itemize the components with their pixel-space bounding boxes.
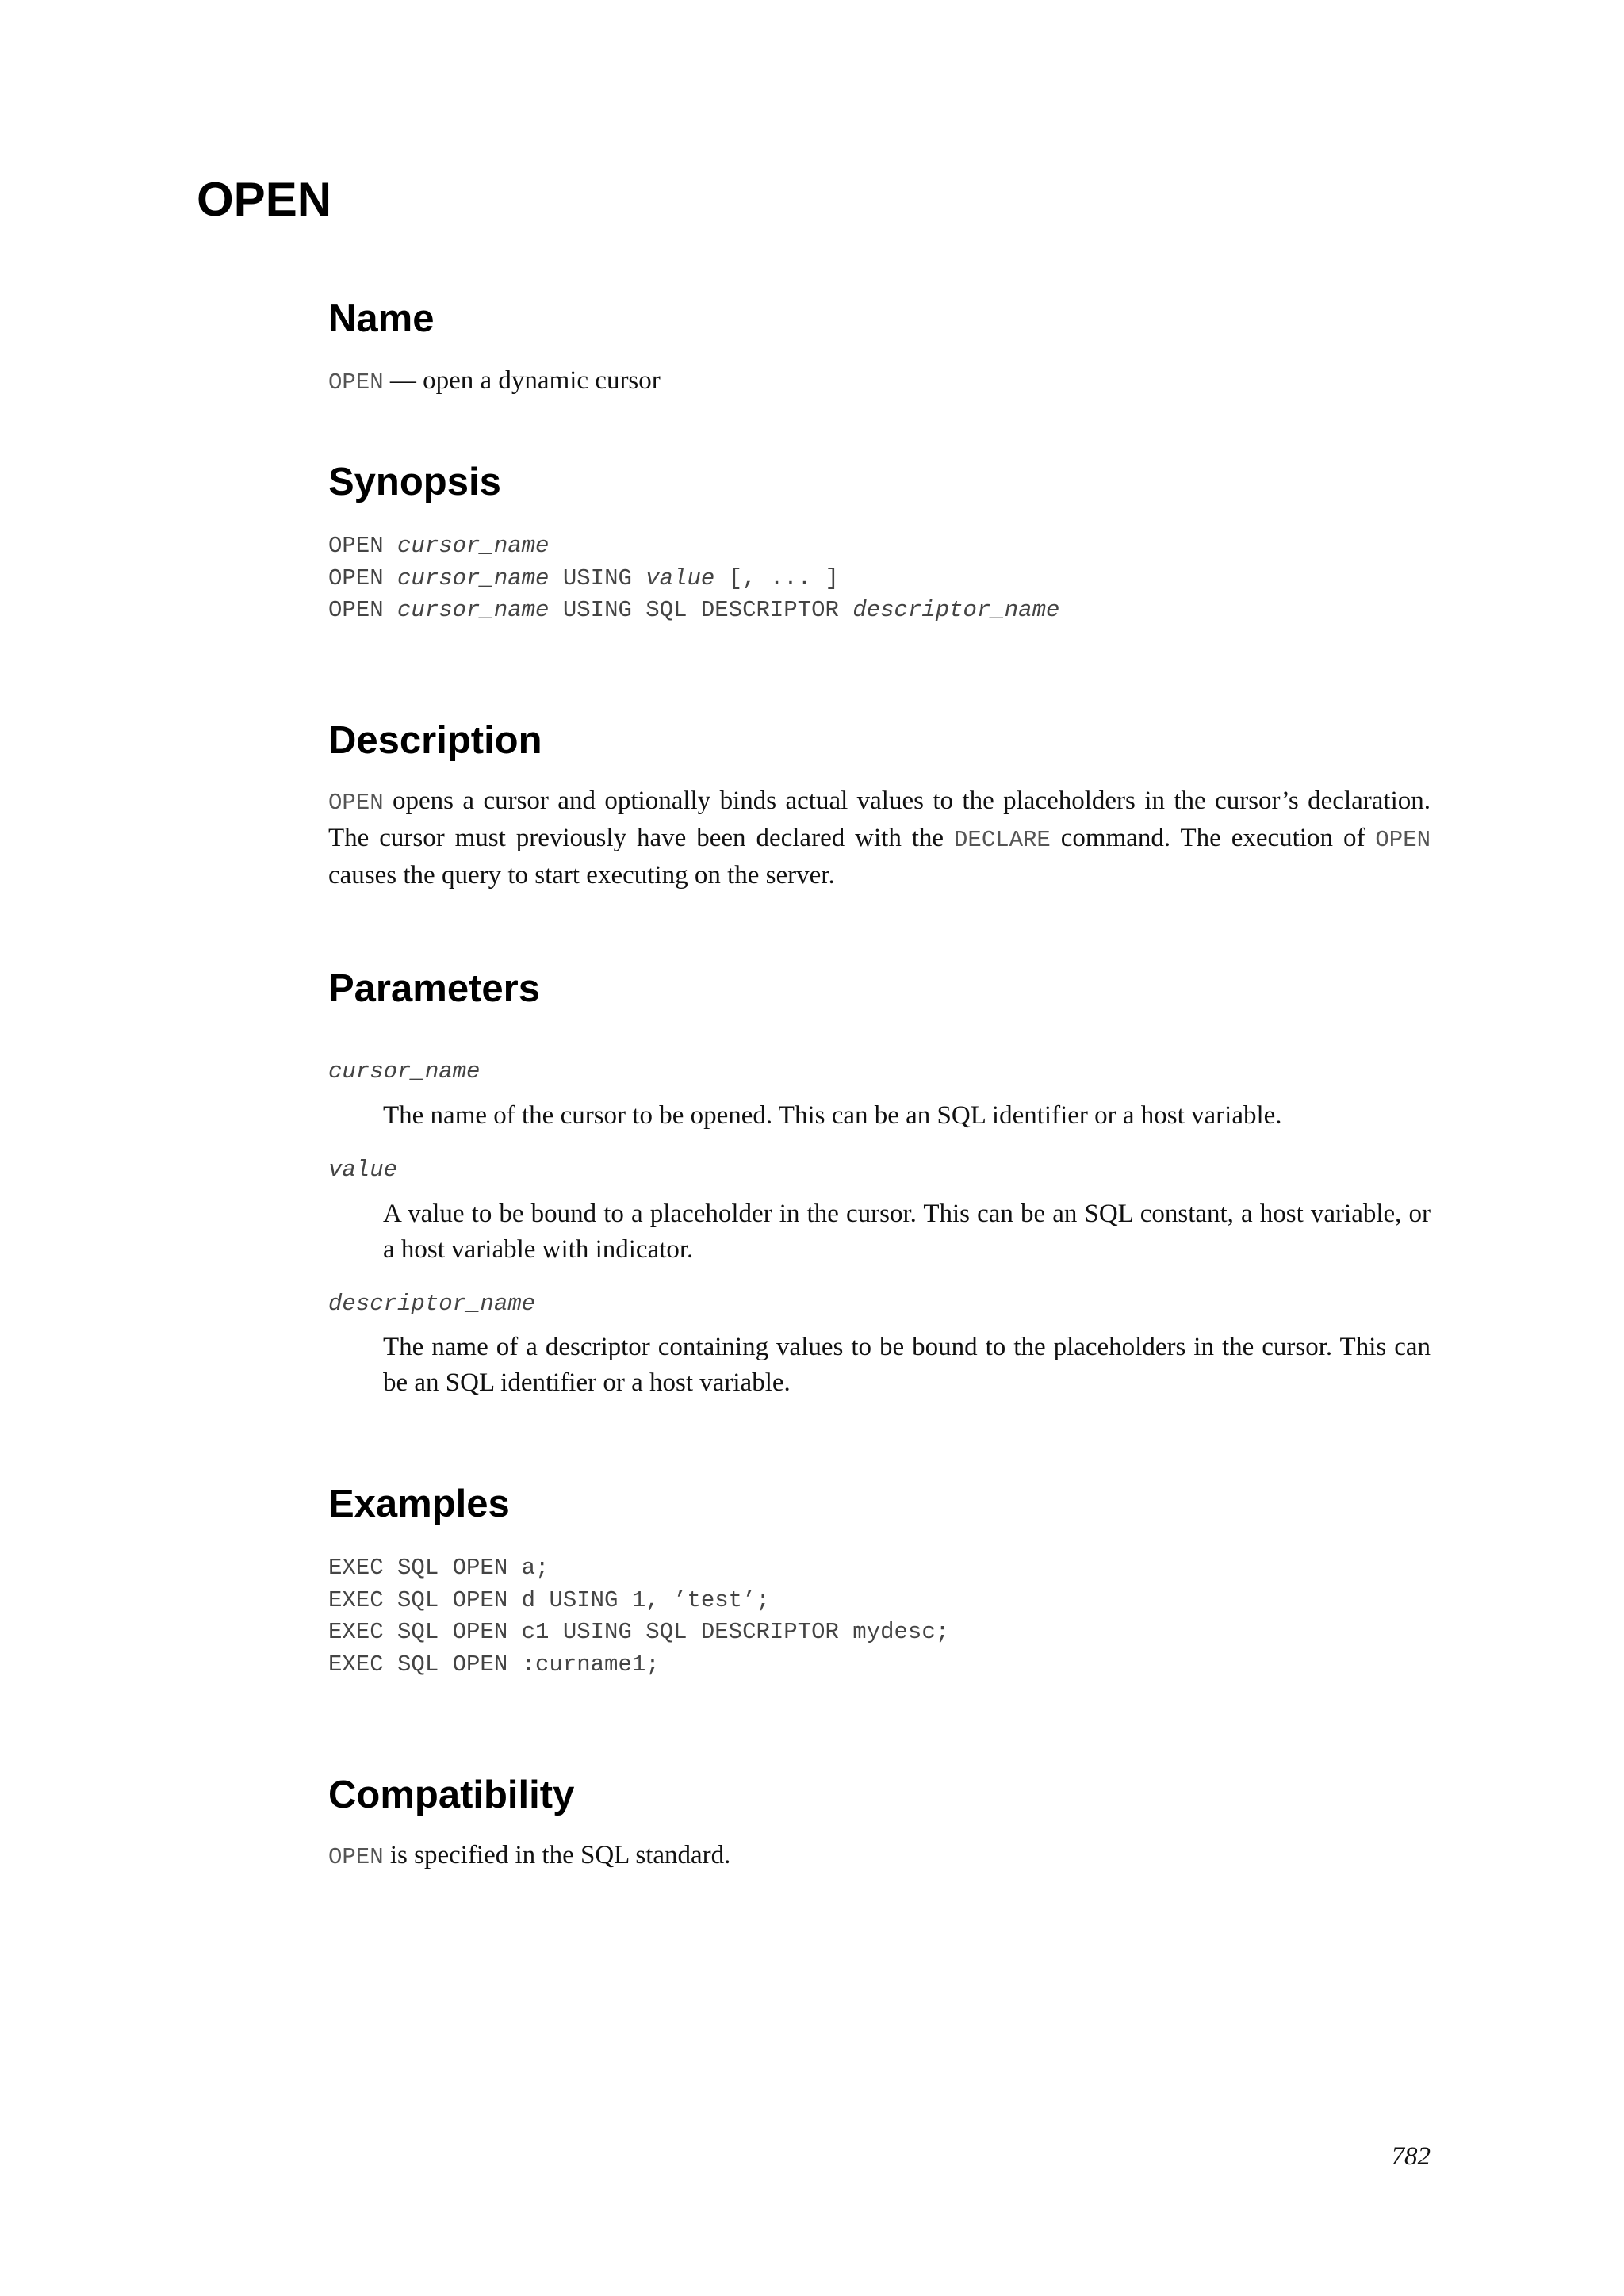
section-heading-compatibility: Compatibility — [328, 1774, 575, 1816]
section-heading-description: Description — [328, 719, 542, 762]
description-paragraph: OPEN opens a cursor and optionally binds actual values to the placeholders in the cursor’s declaration. The cursor must previously have been declared with the DECLARE command. The execution of OPEN causes the query to start executing on the server. — [328, 786, 1431, 890]
parameter-term: cursor_name — [328, 1058, 481, 1085]
command-name: OPEN — [328, 369, 384, 396]
example-line: EXEC SQL OPEN a; — [328, 1555, 550, 1581]
name-line — [328, 363, 1431, 400]
section-heading-synopsis: Synopsis — [328, 461, 501, 503]
synopsis-line: OPEN cursor_name USING SQL DESCRIPTOR descriptor_name — [328, 597, 1060, 623]
parameter-definition: A value to be bound to a placeholder in the cursor. This can be an SQL constant, a host variable, or a host variable with indicator. — [383, 1200, 1431, 1264]
parameter-term: descriptor_name — [328, 1291, 536, 1317]
example-line: EXEC SQL OPEN :curname1; — [328, 1651, 660, 1678]
examples-code — [328, 1552, 949, 1681]
page-title: OPEN — [197, 173, 332, 226]
synopsis-code — [328, 530, 1059, 627]
example-line: EXEC SQL OPEN c1 USING SQL DESCRIPTOR mydesc; — [328, 1619, 950, 1645]
section-heading-name: Name — [328, 297, 435, 340]
section-heading-parameters: Parameters — [328, 967, 540, 1010]
section-heading-examples: Examples — [328, 1483, 510, 1525]
synopsis-line: OPEN cursor_name — [328, 533, 550, 559]
parameter-term: value — [328, 1157, 398, 1183]
compatibility-paragraph: OPEN is specified in the SQL standard. — [328, 1841, 731, 1870]
example-line: EXEC SQL OPEN d USING 1, ’test’; — [328, 1586, 770, 1613]
synopsis-line: OPEN cursor_name USING value [, ... ] — [328, 564, 839, 591]
command-summary: — open a dynamic cursor — [383, 366, 661, 395]
page-number: 782 — [1391, 2142, 1431, 2171]
parameter-definition: The name of the cursor to be opened. This can be an SQL identifier or a host variable. — [383, 1101, 1282, 1130]
parameter-definition: The name of a descriptor containing values to be bound to the placeholders in the cursor. This can be an SQL identifier or a host variable. — [383, 1333, 1431, 1397]
